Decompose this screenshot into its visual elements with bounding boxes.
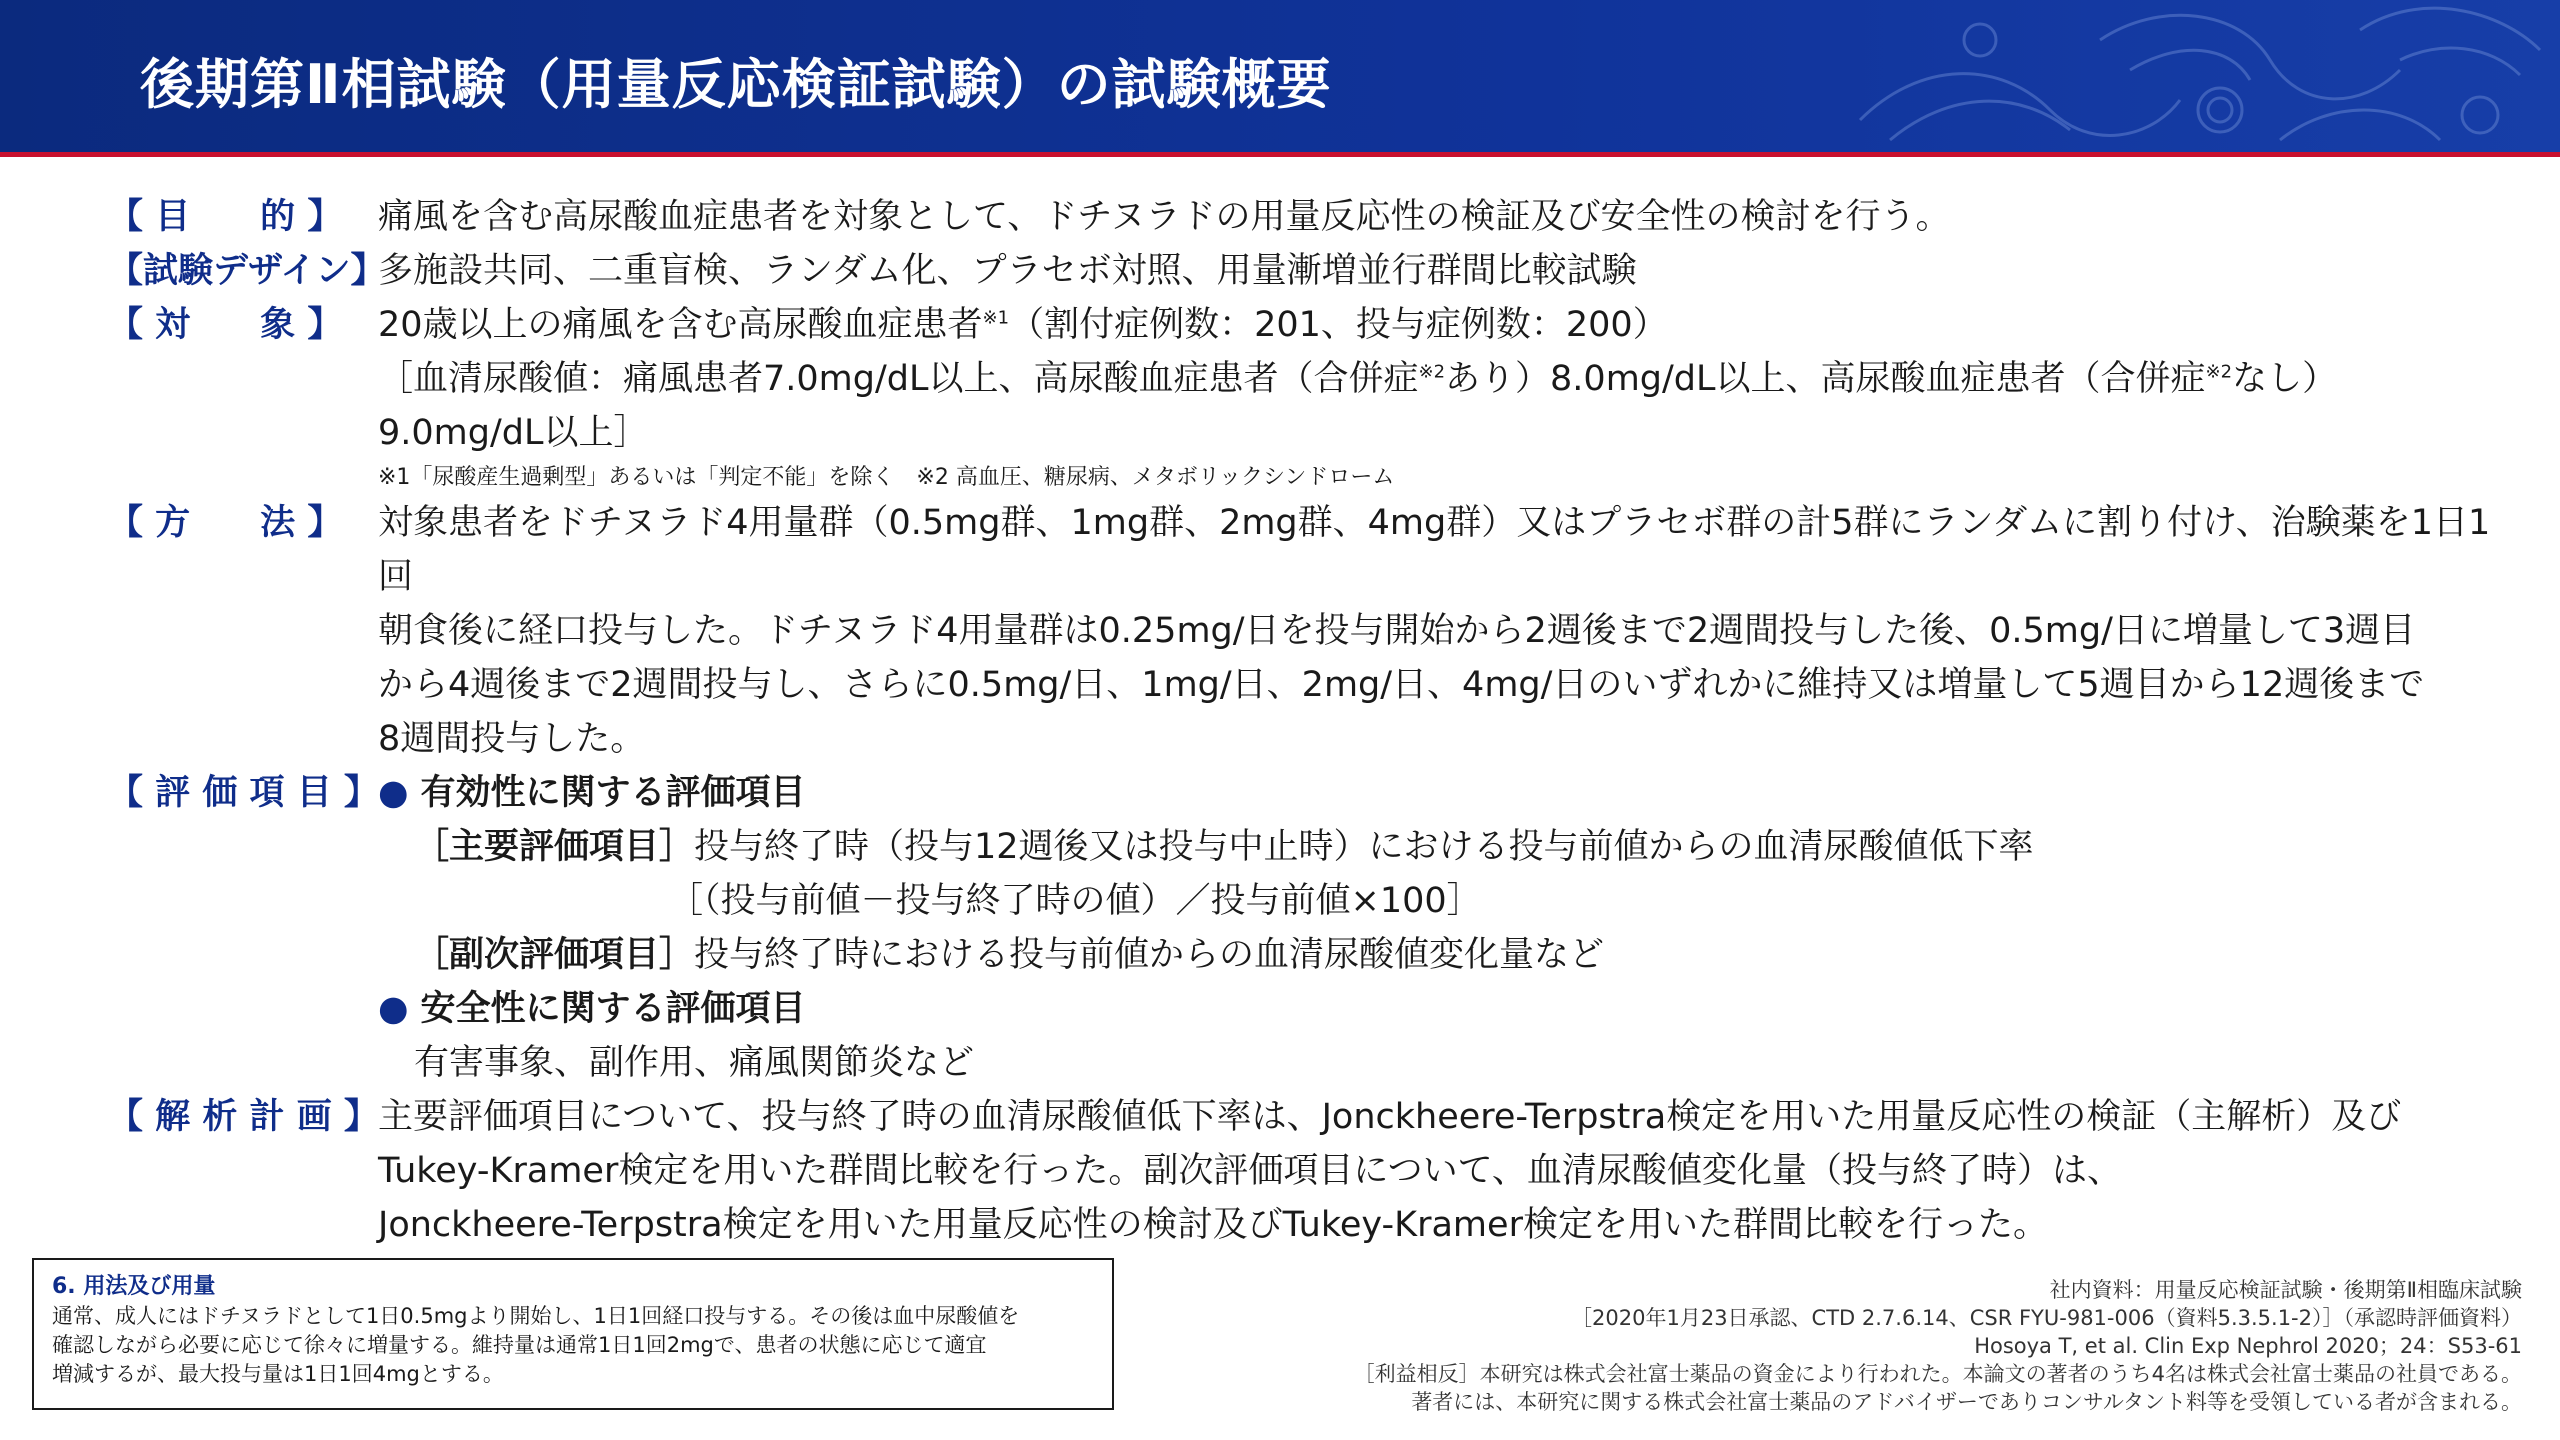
analysis-row — [108, 1090, 2508, 1252]
subject-label: 【 対 象 】 — [108, 305, 343, 345]
subject-body — [378, 298, 2508, 496]
primary-endpoint — [378, 820, 2508, 874]
method-text: 対象患者をドチヌラド4用量群（0.5mg群、1mg群、2mg群、4mg群）又はプラセボ群の計5群にランダムに割り付け、治験薬を1日1回 朝食後に経口投与した。ドチヌラド4用量群は0.25mg/日を投与開始から2週後まで2週間投与した後、0.5mg/日に増量して3週目 から4週後まで2週間投与し、さらに0.5mg/日、1mg/日、2mg/日、4mg/日のいずれかに維持又は増量して5週目から12週後まで 8週間投与した。 — [378, 503, 2491, 759]
primary-endpoint-text: 投与終了時（投与12週後又は投与中止時）における投与前値からの血清尿酸値低下率 — [694, 827, 2034, 867]
safety-heading-text: 安全性に関する評価項目 — [420, 989, 806, 1029]
secondary-endpoint-text: 投与終了時における投与前値からの血清尿酸値変化量など — [694, 935, 1605, 975]
dosage-box — [32, 1258, 1114, 1410]
subject-text-2b: あり）8.0mg/dL以上、高尿酸血症患者（合併症 — [1445, 359, 2206, 399]
header-banner — [0, 0, 2560, 152]
subject-text-2a: ［血清尿酸値：痛風患者7.0mg/dL以上、高尿酸血症患者（合併症 — [378, 359, 1419, 399]
efficacy-heading-text: 有効性に関する評価項目 — [420, 773, 806, 813]
header-red-line — [0, 152, 2560, 157]
primary-endpoint-formula: ［（投与前値－投与終了時の値）／投与前値×100］ — [668, 881, 1482, 921]
subject-text-1a: 20歳以上の痛風を含む高尿酸血症患者 — [378, 305, 983, 345]
endpoints-body — [378, 766, 2508, 1090]
secondary-endpoint-label: ［副次評価項目］ — [414, 935, 695, 975]
method-row — [108, 496, 2508, 766]
footnote-mark-2b: ※2 — [2205, 361, 2233, 383]
purpose-row — [108, 190, 2508, 244]
bullet-icon: ● — [378, 989, 409, 1029]
method-label: 【 方 法 】 — [108, 503, 343, 543]
analysis-label: 【 解 析 計 画 】 — [108, 1097, 379, 1137]
subject-line-3: 9.0mg/dL以上］ — [378, 413, 649, 453]
references: 社内資料：用量反応検証試験・後期第Ⅱ相臨床試験 ［2020年1月23日承認、CTD 2.7.6.14、CSR FYU-981-006（資料5.3.5.1-2）］（承認時評価資料） Hosoya T, et al. Clin Exp Nephrol 2020；24：S53-61 ［利益相反］本研究は株式会社富士薬品の資金により行われた。本論文の著者のうち4名は株式会社富士薬品の社員である。 著者には、本研究に関する株式会社富士薬品のアドバイザーでありコンサルタント料等を受領している者が含まれる。 — [1353, 1278, 2522, 1414]
subject-line-2 — [378, 352, 2508, 406]
subject-row — [108, 298, 2508, 496]
purpose-label: 【 目 的 】 — [108, 197, 343, 237]
page-title: 後期第Ⅱ相試験（用量反応検証試験）の試験概要 — [140, 53, 1332, 116]
footnote-mark-1: ※1 — [982, 307, 1010, 329]
dosage-text: 通常、成人にはドチヌラドとして1日0.5mgより開始し、1日1回経口投与する。その後は血中尿酸値を 確認しながら必要に応じて徐々に増量する。維持量は通常1日1回2mgで、患者の状態に応じて適宜 増減するが、最大投与量は1日1回4mgとする。 — [52, 1304, 1020, 1386]
subject-text-2c: なし） — [2232, 359, 2338, 399]
design-text: 多施設共同、二重盲検、ランダム化、プラセボ対照、用量漸増並行群間比較試験 — [378, 251, 1637, 291]
study-overview — [108, 190, 2508, 1252]
subject-line-1 — [378, 298, 2508, 352]
footnote-mark-2a: ※2 — [1418, 361, 1446, 383]
design-row — [108, 244, 2508, 298]
safety-text: 有害事象、副作用、痛風関節炎など — [414, 1043, 975, 1083]
bullet-icon: ● — [378, 773, 409, 813]
subject-text-1b: （割付症例数：201、投与症例数：200） — [1009, 305, 1668, 345]
primary-endpoint-label: ［主要評価項目］ — [414, 827, 695, 867]
dosage-title: 6. 用法及び用量 — [52, 1274, 216, 1299]
safety-heading — [378, 982, 2508, 1036]
analysis-text: 主要評価項目について、投与終了時の血清尿酸値低下率は、Jonckheere-Terpstra検定を用いた用量反応性の検証（主解析）及び Tukey-Kramer検定を用いた群間比較を行った。副次評価項目について、血清尿酸値変化量（投与終了時）は、 Jonckheere-Terpstra検定を用いた用量反応性の検討及びTukey-Kramer検定を用いた群間比較を行った。 — [378, 1097, 2402, 1245]
subject-footnote: ※1「尿酸産生過剰型」あるいは「判定不能」を除く ※2 高血圧、糖尿病、メタボリックシンドローム — [378, 465, 1395, 490]
endpoints-label: 【 評 価 項 目 】 — [108, 773, 379, 813]
secondary-endpoint — [378, 928, 2508, 982]
efficacy-heading — [378, 766, 2508, 820]
design-label: 【試験デザイン】 — [108, 251, 386, 291]
purpose-text: 痛風を含む高尿酸血症患者を対象として、ドチヌラドの用量反応性の検証及び安全性の検討を行う。 — [378, 197, 1951, 237]
wave-pattern-decoration — [1800, 0, 2560, 152]
endpoints-row — [108, 766, 2508, 1090]
